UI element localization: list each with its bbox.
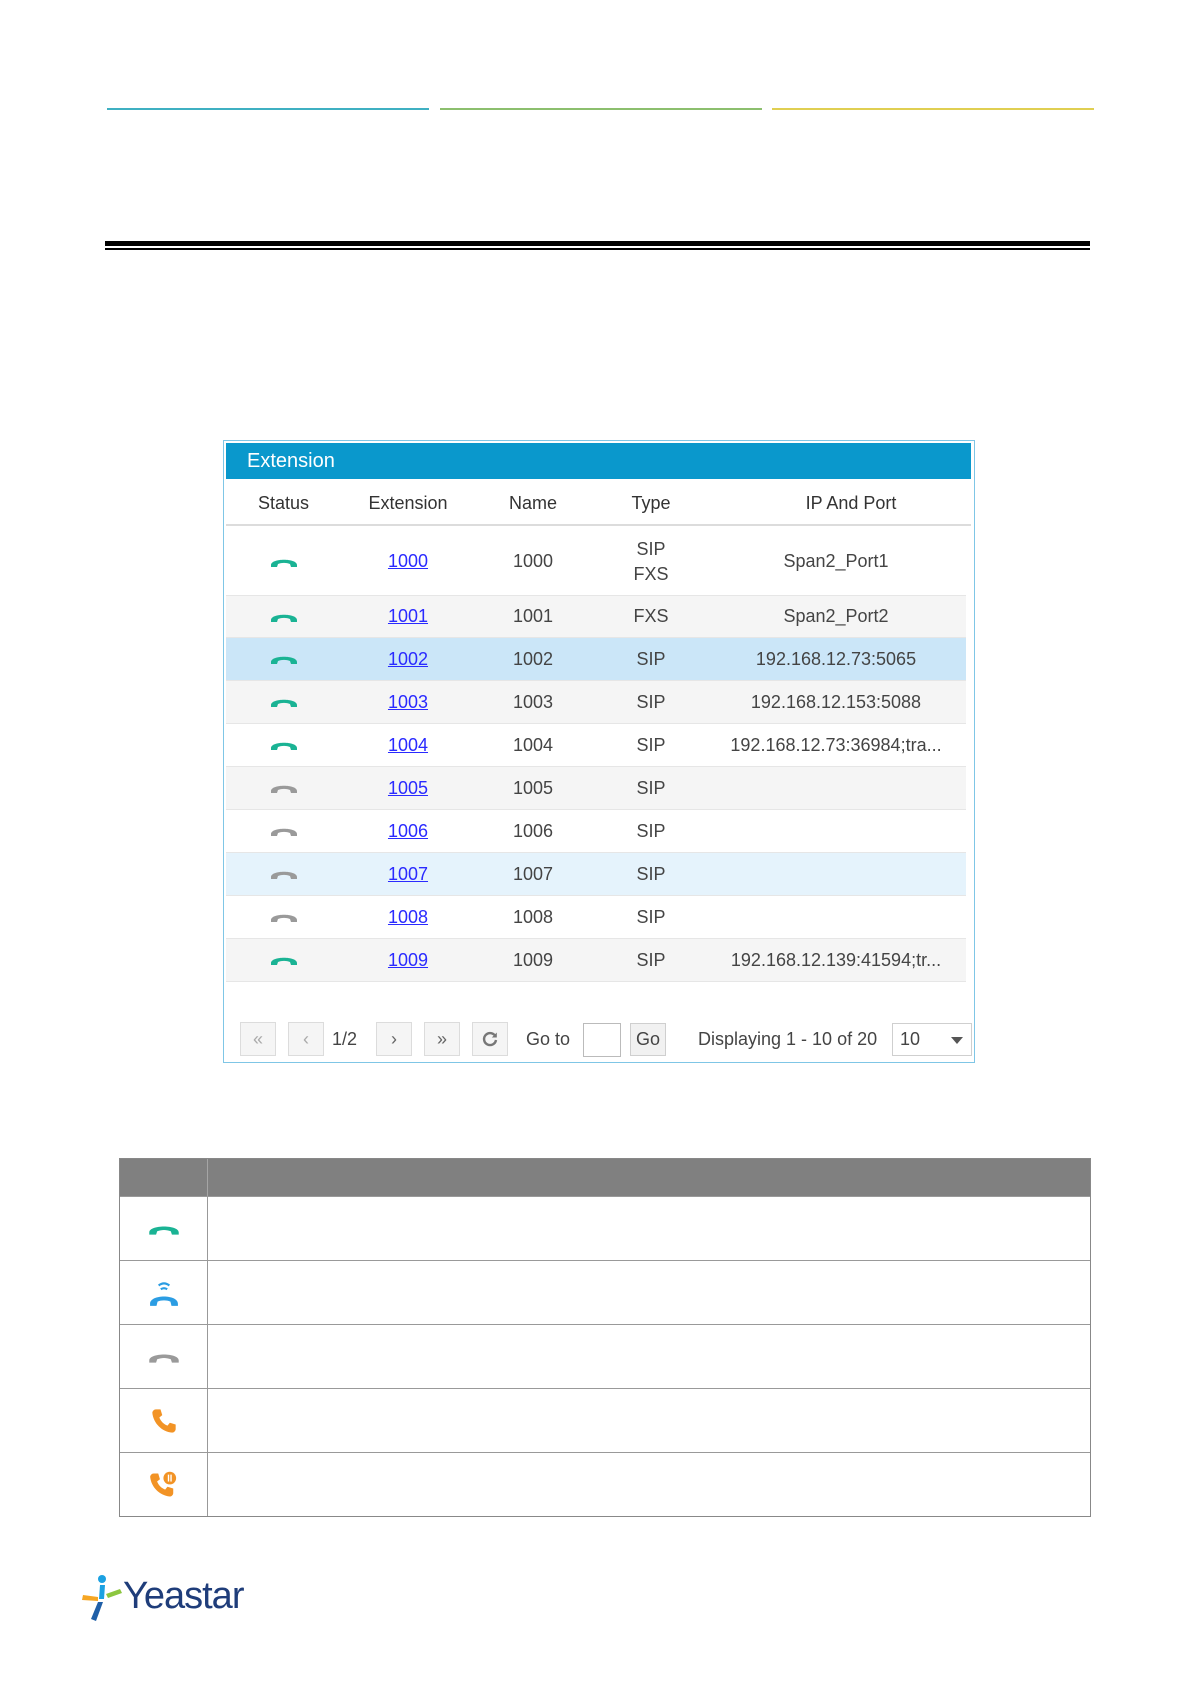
refresh-button[interactable] [472, 1022, 508, 1056]
status-cell [236, 638, 331, 680]
extension-cell [344, 638, 472, 680]
legend-icon-cell [120, 1197, 208, 1260]
name-cell: 1003 [512, 691, 554, 712]
yeastar-logo-mark [80, 1573, 124, 1625]
extension-link[interactable]: 1007 [387, 863, 429, 884]
legend-row [120, 1260, 1090, 1324]
ip-port-cell: 192.168.12.73:5065 [755, 648, 917, 669]
extension-cell [344, 767, 472, 809]
legend-desc-cell [208, 1389, 1090, 1452]
table-row[interactable] [226, 638, 966, 681]
hold-phone-icon [149, 1470, 179, 1500]
goto-label: Go to [526, 1029, 571, 1049]
yeastar-logo-text: Yeastar [123, 1575, 244, 1617]
type-line: SIP [636, 906, 666, 927]
extension-link[interactable]: 1004 [387, 734, 429, 755]
ip-port-cell: 192.168.12.73:36984;tra... [730, 734, 942, 755]
type-cell [596, 896, 706, 938]
ip-port-cell [721, 853, 951, 895]
legend-icon-cell [120, 1325, 208, 1388]
table-row[interactable] [226, 853, 966, 896]
type-cell [596, 681, 706, 723]
legend-row [120, 1452, 1090, 1516]
goto-page-input[interactable] [583, 1023, 621, 1057]
name-cell: 1005 [512, 777, 554, 798]
prev-page-button[interactable]: ‹ [288, 1022, 324, 1056]
type-line: SIP [636, 734, 666, 755]
registered-phone-icon [269, 652, 299, 666]
legend-desc-cell [208, 1453, 1090, 1516]
extension-link[interactable]: 1003 [387, 691, 429, 712]
table-row[interactable] [226, 724, 966, 767]
legend-header [120, 1159, 1090, 1196]
ip-port-cell [721, 767, 951, 809]
ip-port-cell: Span2_Port2 [783, 606, 889, 626]
type-line: SIP [636, 648, 666, 669]
type-cell [596, 724, 706, 766]
column-type[interactable]: Type [631, 493, 671, 513]
extension-link[interactable]: 1005 [387, 777, 429, 798]
go-button[interactable]: Go [630, 1023, 666, 1056]
status-cell [236, 896, 331, 938]
extension-link[interactable]: 1001 [387, 606, 429, 626]
type-cell [596, 810, 706, 852]
type-line: SIP [636, 820, 666, 841]
table-row[interactable] [226, 896, 966, 939]
status-cell [236, 528, 331, 595]
title-rule-thin [105, 248, 1090, 250]
table-row[interactable] [226, 767, 966, 810]
table-row[interactable] [226, 810, 966, 853]
unavailable-phone-icon [269, 910, 299, 924]
extension-cell [344, 596, 472, 637]
type-cell [596, 853, 706, 895]
per-page-value: 10 [900, 1029, 921, 1049]
busy-phone-icon [150, 1407, 178, 1435]
column-status[interactable]: Status [257, 493, 310, 513]
status-cell [236, 596, 331, 637]
name-cell: 1002 [512, 648, 554, 669]
type-cell [596, 638, 706, 680]
legend-desc-cell [208, 1325, 1090, 1388]
status-cell [236, 724, 331, 766]
extension-cell [344, 939, 472, 981]
first-page-button[interactable]: « [240, 1022, 276, 1056]
table-row[interactable] [226, 681, 966, 724]
status-cell [236, 810, 331, 852]
table-row[interactable] [226, 596, 966, 638]
registered-phone-icon [269, 738, 299, 752]
ringing-phone-icon [147, 1278, 181, 1308]
registered-phone-icon [269, 953, 299, 967]
extension-cell [344, 528, 472, 595]
legend-icon-cell [120, 1261, 208, 1324]
name-cell: 1004 [512, 734, 554, 755]
column-name[interactable]: Name [508, 493, 557, 513]
header-line-green [440, 108, 762, 110]
type-line: SIP [636, 863, 666, 884]
unavailable-phone-icon [147, 1349, 181, 1365]
extension-link[interactable]: 1009 [387, 949, 429, 970]
type-line: SIP [636, 538, 666, 559]
ip-port-cell: Span2_Port1 [783, 551, 889, 571]
per-page-select[interactable] [892, 1023, 972, 1056]
registered-phone-icon [269, 555, 299, 569]
registered-phone-icon [269, 695, 299, 709]
name-cell: 1009 [512, 949, 554, 970]
last-page-button[interactable]: » [424, 1022, 460, 1056]
type-line: SIP [636, 949, 666, 970]
chevron-down-icon [951, 1037, 963, 1044]
legend-desc-cell [208, 1261, 1090, 1324]
table-row[interactable] [226, 528, 966, 596]
next-page-button[interactable]: › [376, 1022, 412, 1056]
title-rule-thick [105, 241, 1090, 246]
legend-icon-cell [120, 1453, 208, 1516]
legend-header-icon-col [120, 1159, 208, 1196]
extension-link[interactable]: 1000 [387, 551, 429, 571]
type-cell [596, 767, 706, 809]
extension-link[interactable]: 1002 [387, 648, 429, 669]
status-cell [236, 767, 331, 809]
extension-cell [344, 853, 472, 895]
display-summary: Displaying 1 - 10 of 20 [698, 1029, 878, 1049]
status-legend-table [119, 1158, 1091, 1517]
refresh-icon [481, 1030, 499, 1048]
ip-port-cell: 192.168.12.153:5088 [750, 691, 922, 712]
page-indicator: 1/2 [332, 1029, 358, 1049]
unavailable-phone-icon [269, 824, 299, 838]
column-header [226, 481, 971, 526]
table-row[interactable] [226, 939, 966, 982]
panel-title: Extension [226, 443, 971, 479]
status-cell [236, 939, 331, 981]
ip-port-cell [721, 810, 951, 852]
header-line-yellow [772, 108, 1094, 110]
registered-phone-icon [147, 1221, 181, 1237]
type-cell [596, 596, 706, 637]
status-cell [236, 853, 331, 895]
header-line-teal [107, 108, 429, 110]
ip-port-cell: 192.168.12.139:41594;tr... [730, 949, 942, 970]
legend-icon-cell [120, 1389, 208, 1452]
pager [226, 1018, 971, 1060]
title-rule [105, 241, 1090, 250]
extension-cell [344, 896, 472, 938]
extension-panel [223, 440, 975, 1063]
ip-port-cell [721, 896, 951, 938]
type-cell [596, 939, 706, 981]
unavailable-phone-icon [269, 867, 299, 881]
legend-desc-cell [208, 1197, 1090, 1260]
type-line: FXS [633, 606, 669, 626]
legend-row [120, 1196, 1090, 1260]
extension-cell [344, 724, 472, 766]
legend-row [120, 1324, 1090, 1388]
name-cell: 1008 [512, 906, 554, 927]
type-cell [596, 528, 706, 595]
extension-cell [344, 681, 472, 723]
unavailable-phone-icon [269, 781, 299, 795]
name-cell: 1000 [512, 551, 554, 571]
name-cell: 1001 [512, 606, 554, 626]
type-line: SIP [636, 691, 666, 712]
name-cell: 1007 [512, 863, 554, 884]
status-cell [236, 681, 331, 723]
type-line: SIP [636, 777, 666, 798]
extension-link[interactable]: 1006 [387, 820, 429, 841]
legend-row [120, 1388, 1090, 1452]
column-ip-port[interactable]: IP And Port [805, 493, 897, 513]
extension-link[interactable]: 1008 [387, 906, 429, 927]
extension-cell [344, 810, 472, 852]
type-line: FXS [633, 563, 669, 584]
yeastar-logo [80, 1573, 250, 1625]
name-cell: 1006 [512, 820, 554, 841]
column-extension[interactable]: Extension [368, 493, 448, 513]
registered-phone-icon [269, 610, 299, 624]
